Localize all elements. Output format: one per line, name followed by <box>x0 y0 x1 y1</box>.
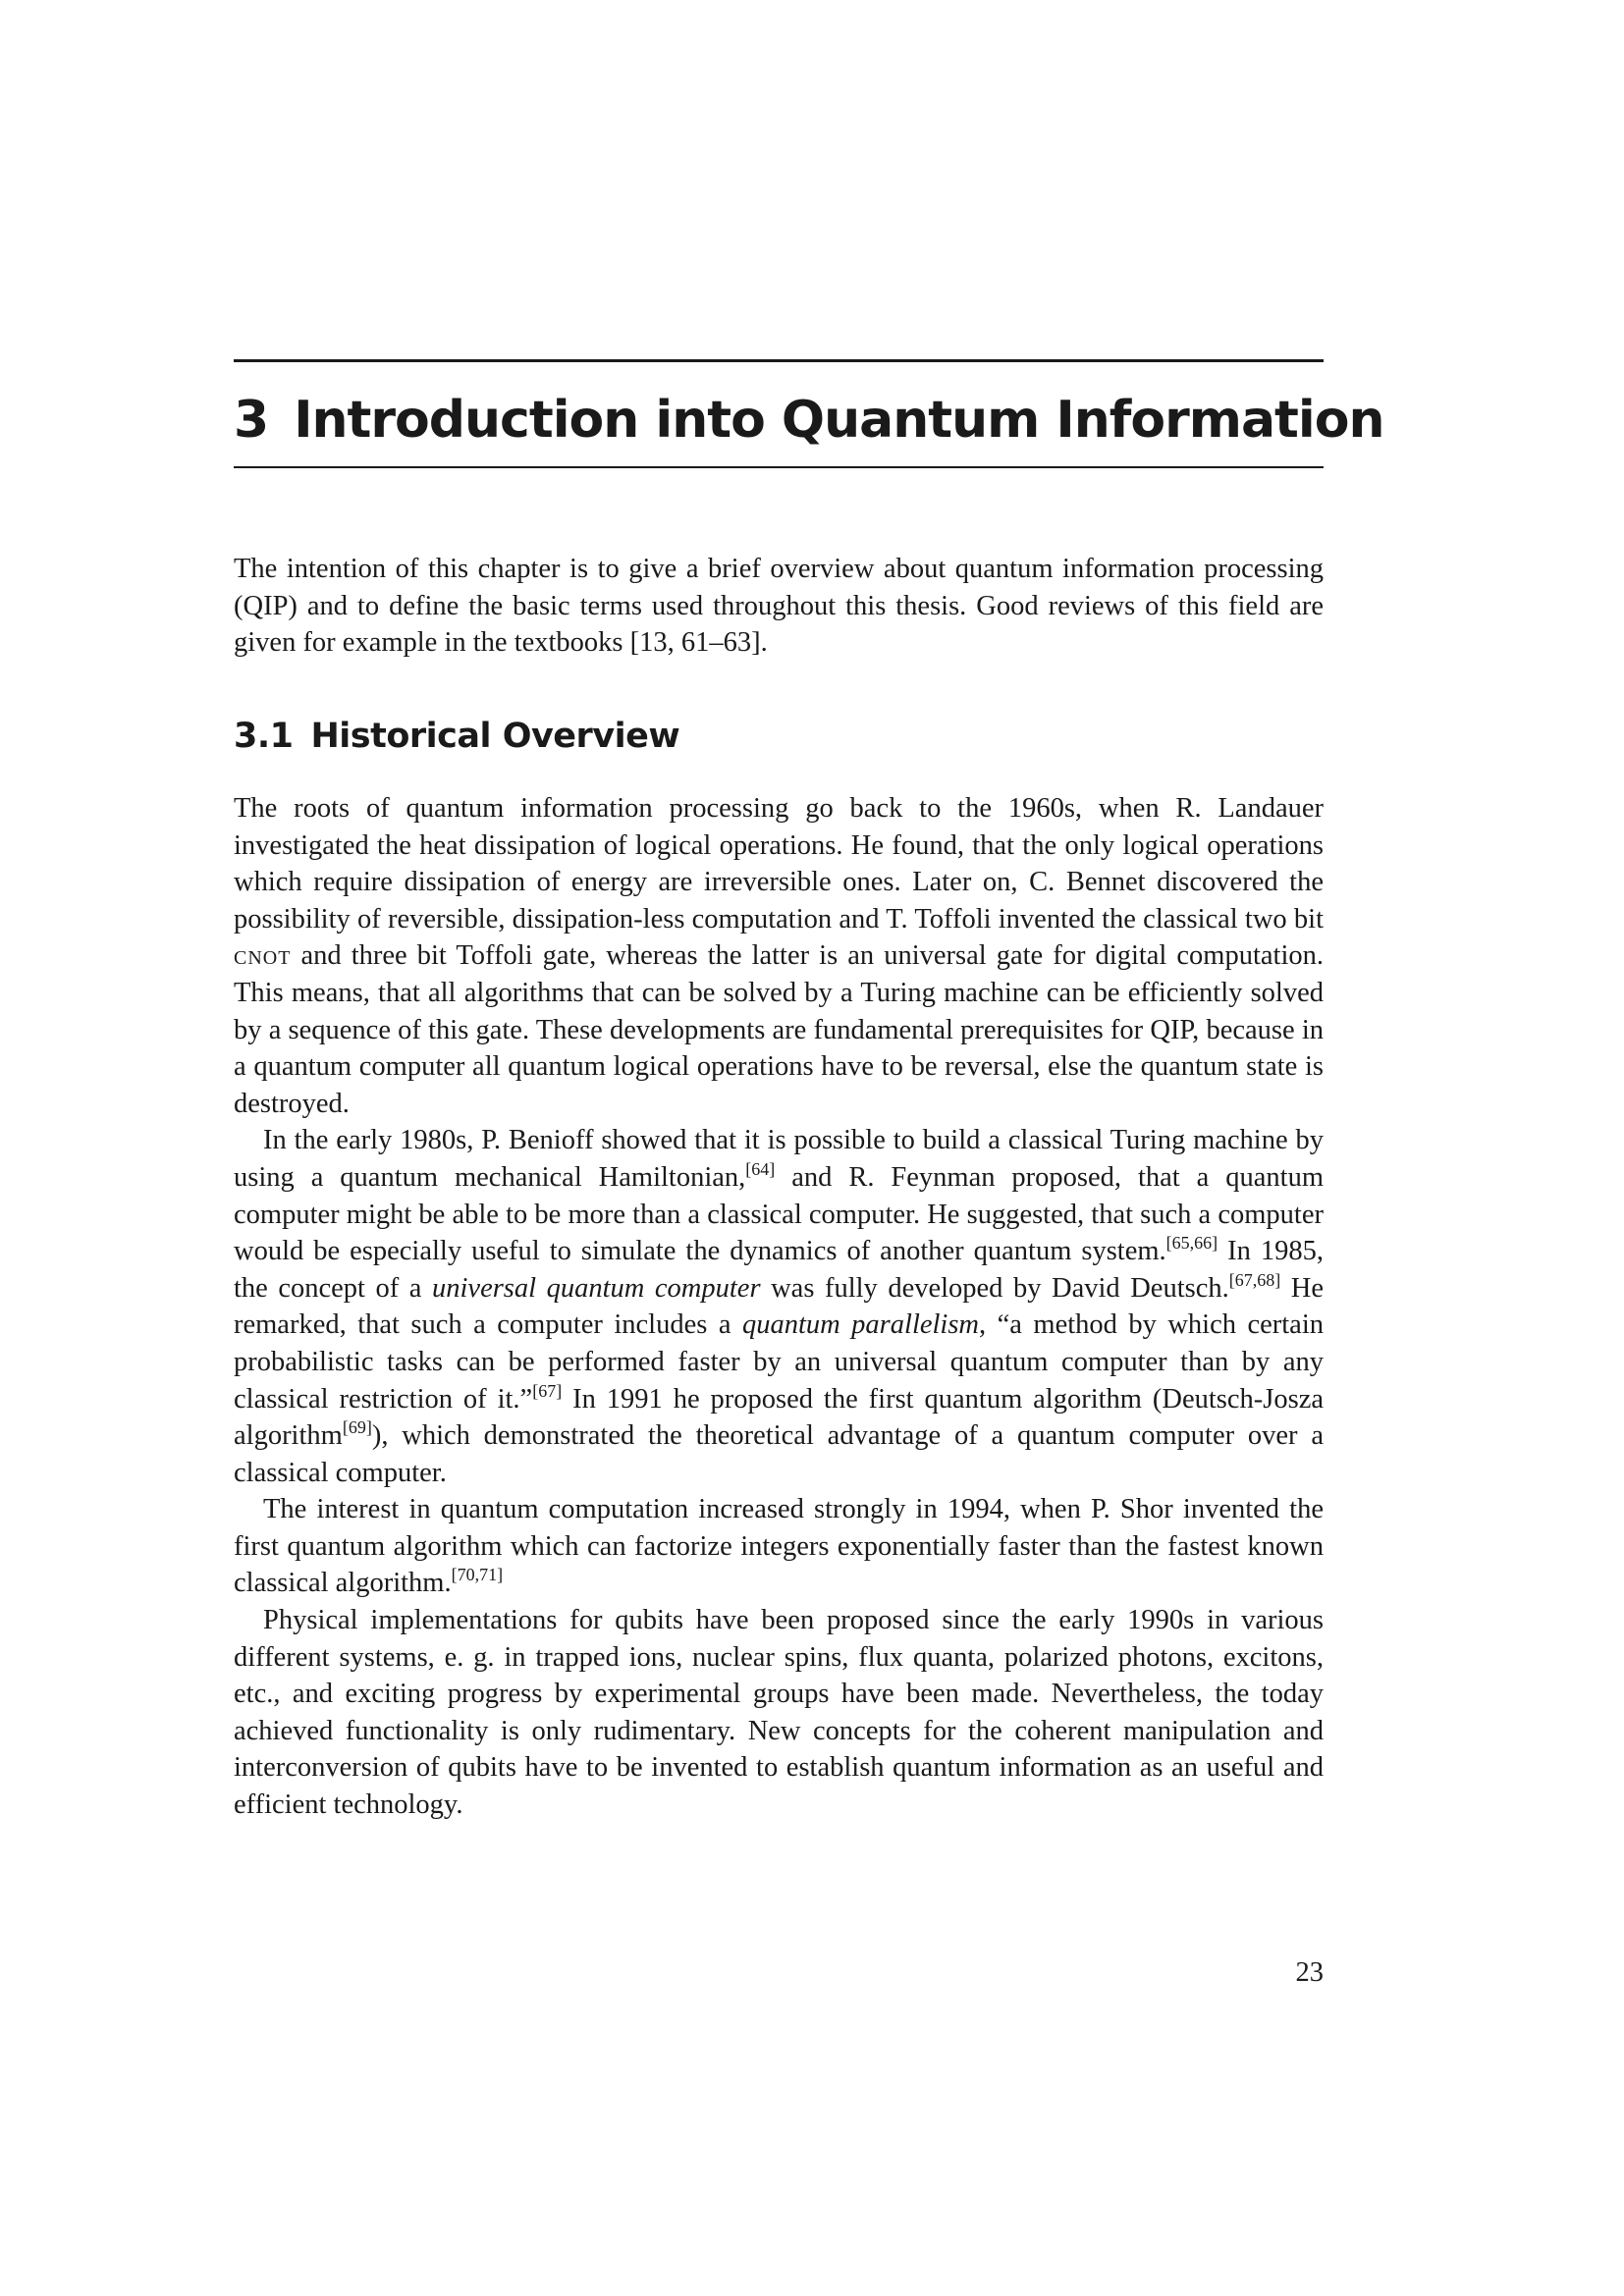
section-title <box>234 713 679 760</box>
citation-65-66: [65,66] <box>1165 1233 1218 1254</box>
paragraph-1980s-text-d: was fully developed by David Deutsch. <box>760 1272 1229 1304</box>
paragraph-1980s-text-h: ), which demonstrated the theoretical advantage of a quantum computer over a classical computer. <box>234 1420 1324 1488</box>
intro-paragraph: The intention of this chapter is to give a brief overview about quantum information processing (QIP) and to define the basic terms used throughout this thesis. Good reviews of this field are given for example in the textbooks [13, 61–63]. <box>234 554 1324 659</box>
page-number: 23 <box>1295 1957 1324 1988</box>
cnot-term: cnot <box>234 940 292 972</box>
paragraph-1994 <box>234 1491 1324 1602</box>
citation-69: [69] <box>342 1417 372 1438</box>
paragraph-roots-text-a: The roots of quantum information processing go back to the 1960s, when R. Landauer investigated the heat dissipation of logical operations. He found, that the only logical operations which require dissipation of energy are irreversible ones. Later on, C. Bennet discovered the possibility of reversible, dissipation-less computation and T. Toffoli invented the classical two bit <box>234 793 1324 934</box>
paragraph-1994-text: The interest in quantum computation increased strongly in 1994, when P. Shor invented the first quantum algorithm which can factorize integers exponentially faster than the fastest known classical algorithm. <box>234 1494 1324 1599</box>
citation-70-71: [70,71] <box>451 1565 504 1585</box>
paragraph-1980s-text-f: , “a method by which certain probabilistic tasks can be performed faster by an universal quantum computer than by any classical restriction of it.” <box>234 1309 1325 1415</box>
chapter-title-text: Introduction into Quantum Information <box>294 391 1384 450</box>
page <box>234 0 1384 2296</box>
paragraph-early-1980s <box>234 1122 1324 1491</box>
paragraph-1980s-text-b: and R. Feynman proposed, that a quantum computer might be able to be more than a classical computer. He suggested, that such a computer would be especially useful to simulate the dynamics of another quantum system. <box>234 1161 1324 1267</box>
chapter-rule-top <box>234 359 1324 362</box>
chapter-number: 3 <box>234 391 269 450</box>
citation-67: [67] <box>532 1380 563 1401</box>
paragraph-1980s-text-c: In 1985, the concept of a <box>234 1236 1325 1304</box>
term-universal-quantum-computer: universal quantum computer <box>432 1272 761 1304</box>
paragraph-1980s-text-e: He remarked, that such a computer includes a <box>234 1272 1325 1341</box>
citation-64: [64] <box>745 1158 776 1179</box>
term-quantum-parallelism: quantum parallelism <box>741 1309 980 1341</box>
paragraph-roots-text-b: and three bit Toffoli gate, whereas the latter is an universal gate for digital computation. This means, that all algorithms that can be solved by a Turing machine can be efficiently solved by a sequence of this gate. These developments are fundamental prerequisites for QIP, because in a quantum computer all quantum logical operations have to be reversal, else the quantum state is destroyed. <box>234 940 1324 1119</box>
chapter-title <box>234 389 1383 452</box>
paragraph-1980s-text-g: In 1991 he proposed the first quantum algorithm (Deutsch-Josza algorithm <box>234 1383 1324 1452</box>
citation-67-68: [67,68] <box>1228 1269 1281 1290</box>
section-body <box>234 790 1324 1824</box>
paragraph-roots <box>234 790 1324 1122</box>
paragraph-implementations: Physical implementations for qubits have been proposed since the early 1990s in various different systems, e. g. in trapped ions, nuclear spins, flux quanta, polarized photons, excitons, etc., and exciting progress by experimental groups have been made. Nevertheless, the today achieved functionality is only rudimentary. New concepts for the coherent manipulation and interconversion of qubits have to be invented to establish quantum information as an useful and efficient technology. <box>234 1605 1324 1821</box>
paragraph-1980s-text-a: In the early 1980s, P. Benioff showed that it is possible to build a classical Turing machine by using a quantum mechanical Hamiltonian, <box>234 1125 1324 1193</box>
section-title-text: Historical Overview <box>310 717 680 756</box>
chapter-rule-bottom <box>234 466 1324 468</box>
section-number: 3.1 <box>234 717 294 756</box>
